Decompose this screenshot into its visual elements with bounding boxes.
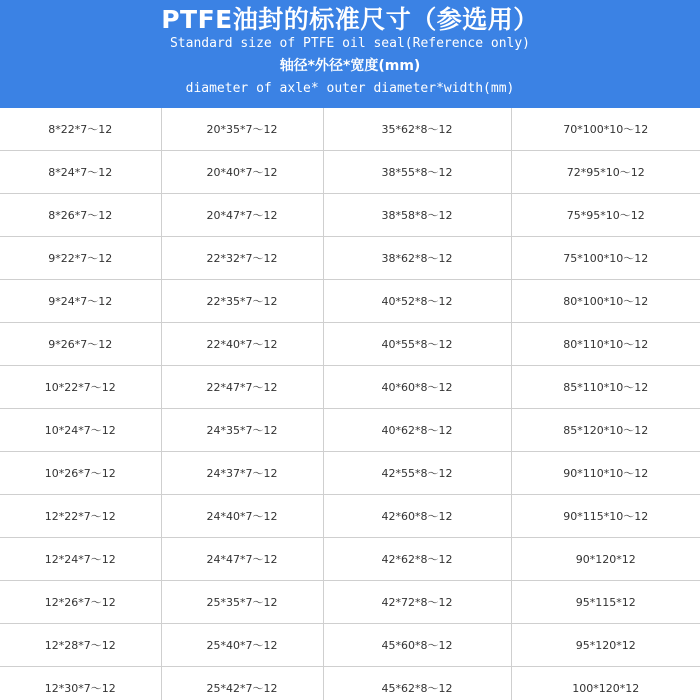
size-table <box>0 108 700 700</box>
table-row <box>0 409 700 452</box>
table-cell: 22*40*7～12 <box>161 323 323 366</box>
table-cell: 12*26*7～12 <box>0 581 161 624</box>
table-cell: 12*22*7～12 <box>0 495 161 538</box>
table-cell: 100*120*12 <box>511 667 700 700</box>
table-row <box>0 194 700 237</box>
table-cell: 80*110*10～12 <box>511 323 700 366</box>
table-cell: 25*42*7～12 <box>161 667 323 700</box>
table-cell: 10*24*7～12 <box>0 409 161 452</box>
table-cell: 70*100*10～12 <box>511 108 700 151</box>
table-cell: 90*120*12 <box>511 538 700 581</box>
subtitle-english-dimensions: diameter of axle* outer diameter*width(mm) <box>185 81 515 96</box>
table-cell: 95*115*12 <box>511 581 700 624</box>
page-title: PTFE油封的标准尺寸（参选用） <box>161 5 539 34</box>
table-row <box>0 151 700 194</box>
table-row <box>0 366 700 409</box>
table-cell: 20*40*7～12 <box>161 151 323 194</box>
table-cell: 72*95*10～12 <box>511 151 700 194</box>
table-cell: 40*52*8～12 <box>323 280 511 323</box>
table-cell: 38*58*8～12 <box>323 194 511 237</box>
table-row <box>0 237 700 280</box>
size-table-body <box>0 108 700 700</box>
table-cell: 9*22*7～12 <box>0 237 161 280</box>
table-cell: 10*22*7～12 <box>0 366 161 409</box>
table-row <box>0 495 700 538</box>
table-cell: 22*32*7～12 <box>161 237 323 280</box>
table-cell: 24*47*7～12 <box>161 538 323 581</box>
table-row <box>0 280 700 323</box>
table-cell: 42*62*8～12 <box>323 538 511 581</box>
table-cell: 40*55*8～12 <box>323 323 511 366</box>
table-row <box>0 538 700 581</box>
table-cell: 40*60*8～12 <box>323 366 511 409</box>
table-cell: 24*35*7～12 <box>161 409 323 452</box>
table-cell: 25*40*7～12 <box>161 624 323 667</box>
table-cell: 24*37*7～12 <box>161 452 323 495</box>
table-cell: 12*30*7～12 <box>0 667 161 700</box>
table-row <box>0 581 700 624</box>
table-cell: 38*62*8～12 <box>323 237 511 280</box>
table-row <box>0 323 700 366</box>
table-cell: 24*40*7～12 <box>161 495 323 538</box>
table-cell: 45*62*8～12 <box>323 667 511 700</box>
table-cell: 38*55*8～12 <box>323 151 511 194</box>
subtitle-chinese-dimensions: 轴径*外径*宽度(mm) <box>279 58 421 74</box>
table-cell: 9*26*7～12 <box>0 323 161 366</box>
table-cell: 20*47*7～12 <box>161 194 323 237</box>
table-row <box>0 667 700 700</box>
table-cell: 42*72*8～12 <box>323 581 511 624</box>
table-cell: 25*35*7～12 <box>161 581 323 624</box>
table-cell: 8*26*7～12 <box>0 194 161 237</box>
table-row <box>0 452 700 495</box>
table-cell: 42*60*8～12 <box>323 495 511 538</box>
table-cell: 42*55*8～12 <box>323 452 511 495</box>
table-cell: 22*35*7～12 <box>161 280 323 323</box>
table-cell: 80*100*10～12 <box>511 280 700 323</box>
table-cell: 85*120*10～12 <box>511 409 700 452</box>
table-cell: 75*100*10～12 <box>511 237 700 280</box>
table-cell: 20*35*7～12 <box>161 108 323 151</box>
table-cell: 22*47*7～12 <box>161 366 323 409</box>
table-cell: 85*110*10～12 <box>511 366 700 409</box>
header-banner <box>0 0 700 108</box>
table-cell: 90*115*10～12 <box>511 495 700 538</box>
subtitle-english: Standard size of PTFE oil seal(Reference only) <box>169 36 531 51</box>
table-cell: 12*24*7～12 <box>0 538 161 581</box>
table-cell: 10*26*7～12 <box>0 452 161 495</box>
table-cell: 8*24*7～12 <box>0 151 161 194</box>
table-cell: 8*22*7～12 <box>0 108 161 151</box>
table-cell: 9*24*7～12 <box>0 280 161 323</box>
table-row <box>0 624 700 667</box>
table-cell: 75*95*10～12 <box>511 194 700 237</box>
table-cell: 95*120*12 <box>511 624 700 667</box>
table-cell: 35*62*8～12 <box>323 108 511 151</box>
table-cell: 12*28*7～12 <box>0 624 161 667</box>
table-row <box>0 108 700 151</box>
table-cell: 45*60*8～12 <box>323 624 511 667</box>
table-cell: 90*110*10～12 <box>511 452 700 495</box>
table-cell: 40*62*8～12 <box>323 409 511 452</box>
